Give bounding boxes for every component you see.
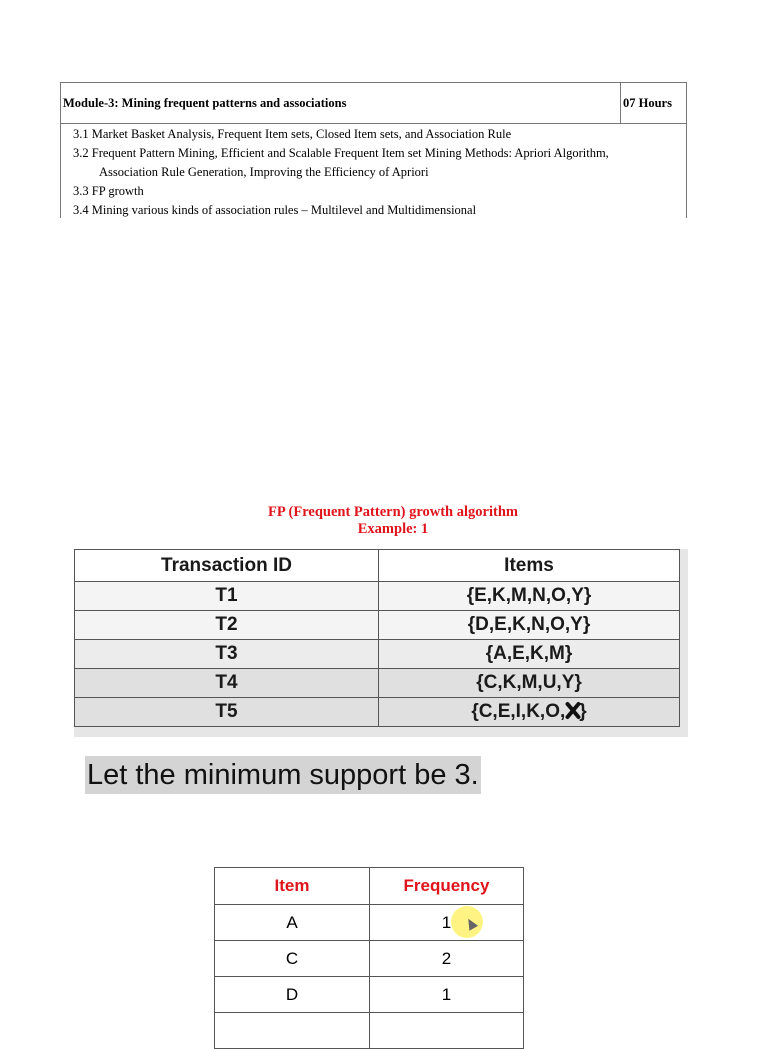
table-header-row xyxy=(215,868,524,905)
module-header xyxy=(61,83,686,124)
table-header-row xyxy=(75,550,680,582)
item-cell: D xyxy=(215,977,370,1013)
frequency-cell: 1 xyxy=(370,905,524,941)
module-box xyxy=(60,82,687,218)
header-items: Items xyxy=(379,550,680,582)
transaction-id: T4 xyxy=(75,669,379,698)
table-row xyxy=(215,941,524,977)
transaction-items: {D,E,K,N,O,Y} xyxy=(379,611,680,640)
fp-heading xyxy=(0,504,768,538)
table-row xyxy=(215,977,524,1013)
transaction-id: T3 xyxy=(75,640,379,669)
fp-subtitle: Example: 1 xyxy=(357,521,429,537)
table-row xyxy=(215,1013,524,1049)
item-cell: A xyxy=(215,905,370,941)
frequency-table xyxy=(214,867,524,1049)
table-row xyxy=(75,640,680,669)
table-row xyxy=(75,611,680,640)
topic-line: Association Rule Generation, Improving the Efficiency of Apriori xyxy=(99,165,429,179)
module-title: Module-3: Mining frequent patterns and associations xyxy=(63,95,347,110)
table-row xyxy=(75,582,680,611)
topic-line: 3.3 FP growth xyxy=(73,184,144,198)
fp-title: FP (Frequent Pattern) growth algorithm xyxy=(268,504,518,520)
transaction-items xyxy=(379,698,680,727)
items-suffix: } xyxy=(579,701,587,722)
topic-line: 3.4 Mining various kinds of association rules – Multilevel and Multidimensional xyxy=(73,203,477,217)
table-row xyxy=(75,698,680,727)
header-transaction-id: Transaction ID xyxy=(75,550,379,582)
transaction-items: {A,E,K,M} xyxy=(379,640,680,669)
header-frequency: Frequency xyxy=(370,868,524,905)
transaction-id: T1 xyxy=(75,582,379,611)
minimum-support-caption: Let the minimum support be 3. xyxy=(85,756,481,794)
transaction-id: T2 xyxy=(75,611,379,640)
module-topics xyxy=(73,125,609,220)
frequency-cell: 1 xyxy=(370,977,524,1013)
frequency-cell xyxy=(370,1013,524,1049)
module-hours: 07 Hours xyxy=(620,83,686,123)
strike-x-icon xyxy=(565,701,579,719)
transaction-items: {E,K,M,N,O,Y} xyxy=(379,582,680,611)
transactions-table xyxy=(74,549,680,727)
frequency-cell: 2 xyxy=(370,941,524,977)
topic-line: 3.1 Market Basket Analysis, Frequent Item sets, Closed Item sets, and Association Rule xyxy=(73,127,512,141)
topic-line: 3.2 Frequent Pattern Mining, Efficient and Scalable Frequent Item set Mining Methods: Apriori Algorithm, xyxy=(73,146,609,160)
item-cell: C xyxy=(215,941,370,977)
item-cell xyxy=(215,1013,370,1049)
transaction-items: {C,K,M,U,Y} xyxy=(379,669,680,698)
header-item: Item xyxy=(215,868,370,905)
transaction-id: T5 xyxy=(75,698,379,727)
items-prefix: {C,E,I,K,O, xyxy=(471,701,566,722)
table-row xyxy=(75,669,680,698)
